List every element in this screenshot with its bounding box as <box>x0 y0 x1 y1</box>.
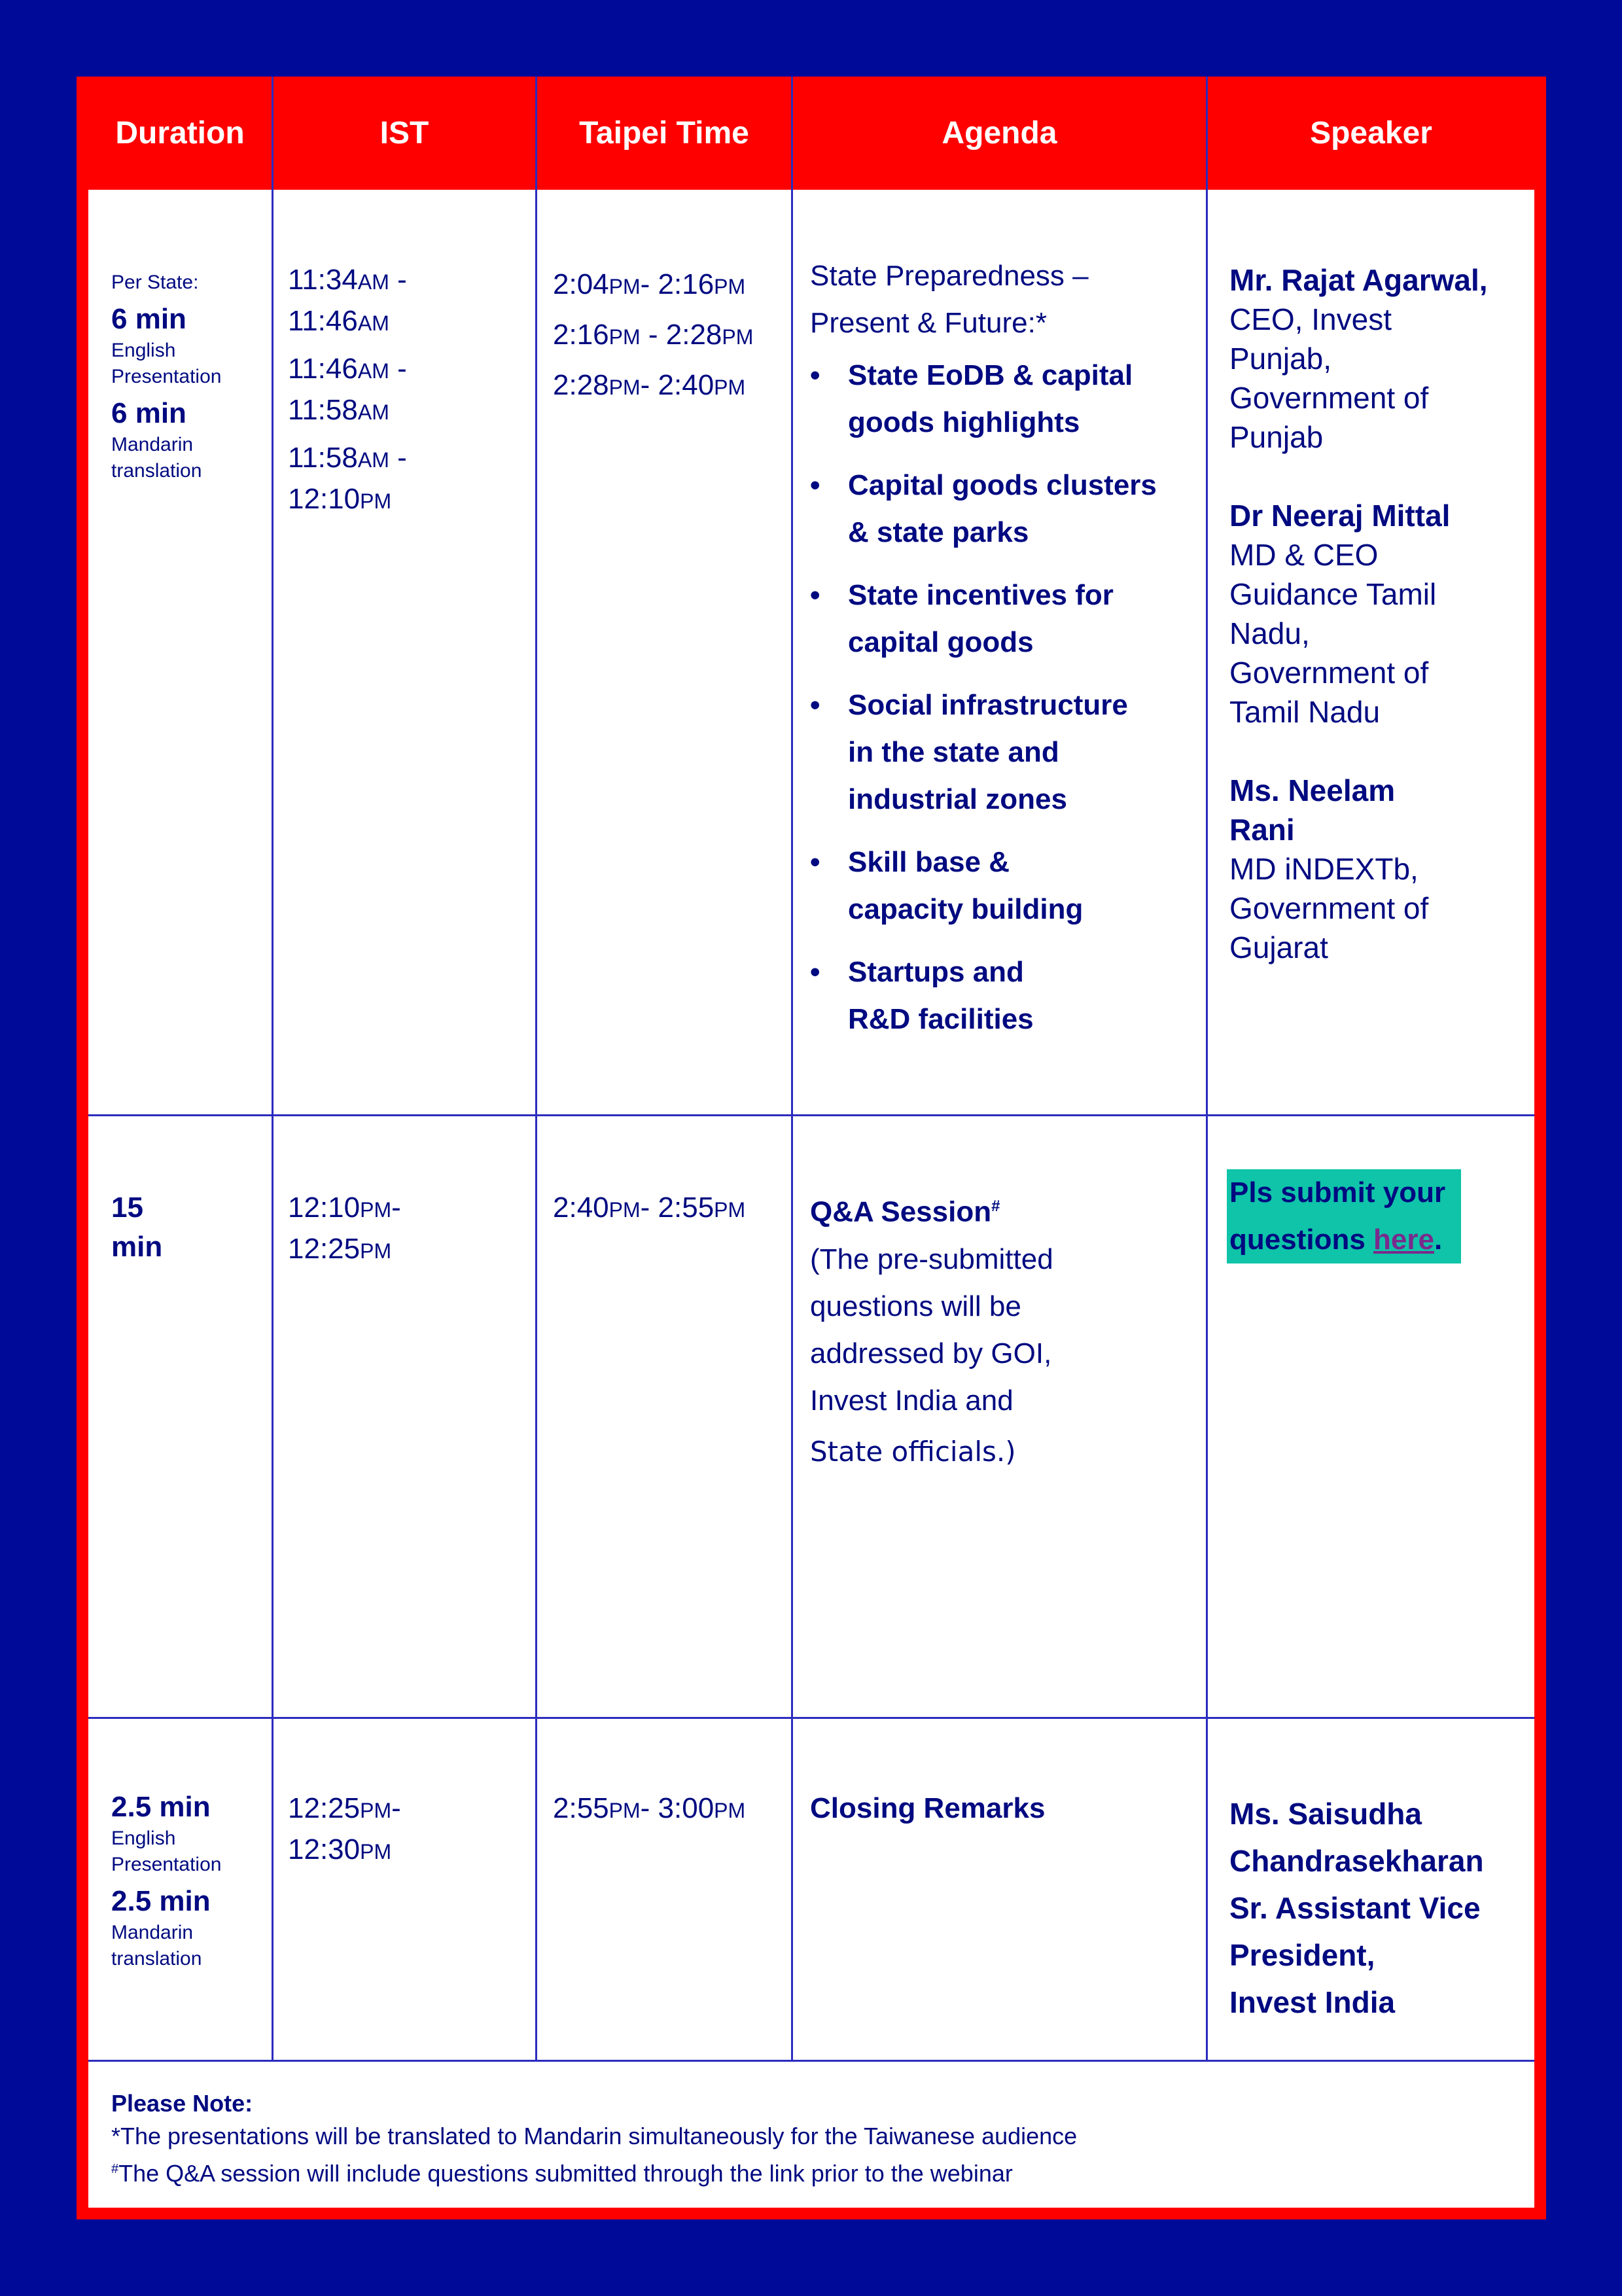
qa-description: questions will be <box>810 1290 1021 1322</box>
qa-description: State officials.) <box>810 1435 1016 1468</box>
row1-speaker-cell <box>1229 260 1488 967</box>
duration-desc: English <box>111 340 176 361</box>
speaker-role: MD iNDEXTb, <box>1229 852 1419 886</box>
duration-desc: Presentation <box>111 1854 222 1875</box>
speaker-role: Invest India <box>1229 1985 1396 2019</box>
ist-slot: 12:10PM- <box>288 1192 401 1224</box>
duration-desc: translation <box>111 460 202 482</box>
duration-desc: Mandarin <box>111 434 194 455</box>
row2-duration-cell <box>111 1188 162 1267</box>
speaker-name: Rani <box>1229 813 1295 847</box>
agenda-item: • Skill base & capacity building <box>848 839 1157 933</box>
duration-value: 6 min <box>111 397 186 429</box>
speaker-role: President, <box>1229 1938 1375 1972</box>
speaker-role: Guidance Tamil <box>1229 577 1437 611</box>
qa-description: (The pre-submitted <box>810 1243 1053 1275</box>
header-speaker: Speaker <box>1310 116 1432 150</box>
speaker-role: Government of <box>1229 891 1429 925</box>
duration-value: 6 min <box>111 303 186 335</box>
row1-ist-cell <box>288 260 407 521</box>
taipei-slot: 2:55PM- 3:00PM <box>553 1792 746 1824</box>
header-duration: Duration <box>115 116 245 150</box>
header-agenda: Agenda <box>942 116 1057 150</box>
speaker-name: Dr Neeraj Mittal <box>1229 499 1451 533</box>
speaker-role: MD & CEO <box>1229 538 1379 572</box>
duration-desc: Presentation <box>111 366 222 387</box>
ist-slot: 11:58AM - <box>288 442 407 474</box>
agenda-item: • State EoDB & capital goods highlights <box>848 352 1157 446</box>
speaker-role: Gujarat <box>1229 930 1328 964</box>
taipei-slot: 2:16PM - 2:28PM <box>553 319 754 351</box>
speaker-name: Chandrasekharan <box>1229 1844 1484 1878</box>
submit-prompt: questions here. <box>1229 1224 1443 1256</box>
note-line: #The Q&A session will include questions submitted through the link prior to the webinar <box>111 2160 1013 2187</box>
ist-slot: 12:25PM- <box>288 1792 401 1824</box>
speaker-role: Punjab <box>1229 420 1324 454</box>
speaker-name: Ms. Saisudha <box>1229 1797 1422 1831</box>
duration-value: 2.5 min <box>111 1791 211 1823</box>
column-divider <box>272 77 273 2061</box>
taipei-slot: 2:04PM- 2:16PM <box>553 268 746 300</box>
agenda-item: • State incentives for capital goods <box>848 572 1157 666</box>
ist-slot: 11:46AM - <box>288 353 407 385</box>
submit-questions-link[interactable]: here <box>1373 1224 1434 1256</box>
qa-description: addressed by GOI, <box>810 1337 1052 1369</box>
qa-session-title: Q&A Session# <box>810 1195 1000 1228</box>
submit-questions-box <box>1227 1169 1461 1263</box>
row1-duration-cell <box>111 270 221 484</box>
column-divider <box>1206 77 1208 2061</box>
submit-prompt: Pls submit your <box>1229 1176 1446 1209</box>
agenda-item: • Startups and R&D facilities <box>848 949 1157 1043</box>
speaker-name: Mr. Rajat Agarwal, <box>1229 263 1488 297</box>
ist-slot: 11:46AM <box>288 305 389 337</box>
notes-title: Please Note: <box>111 2090 253 2117</box>
duration-value: 2.5 min <box>111 1885 211 1917</box>
agenda-list <box>810 352 1157 1043</box>
note-line: *The presentations will be translated to Mandarin simultaneously for the Taiwanese audience <box>111 2123 1078 2149</box>
agenda-intro: Present & Future:* <box>810 307 1047 339</box>
row-divider <box>88 1717 1534 1719</box>
row3-ist-cell <box>288 1789 401 1871</box>
duration-value: min <box>111 1231 163 1263</box>
row1-agenda-cell <box>810 253 1157 1059</box>
duration-desc: Mandarin <box>111 1922 194 1943</box>
row2-agenda-cell <box>810 1183 1053 1475</box>
closing-remarks: Closing Remarks <box>810 1792 1046 1824</box>
row3-taipei-cell <box>553 1789 745 1830</box>
ist-slot: 12:10PM <box>288 483 392 515</box>
duration-desc: English <box>111 1828 176 1849</box>
row-divider <box>88 1114 1534 1116</box>
ist-slot: 12:30PM <box>288 1833 392 1865</box>
agenda-item: • Social infrastructure in the state and industrial zones <box>848 682 1157 823</box>
speaker-role: Tamil Nadu <box>1229 695 1381 729</box>
speaker-role: Punjab, <box>1229 342 1332 376</box>
header-ist: IST <box>379 116 429 150</box>
row1-taipei-cell <box>553 260 753 412</box>
speaker-role: Government of <box>1229 381 1429 415</box>
per-state-label: Per State: <box>111 272 199 293</box>
duration-desc: translation <box>111 1948 202 1969</box>
duration-value: 15 <box>111 1192 143 1224</box>
row2-taipei-cell <box>553 1188 745 1229</box>
taipei-slot: 2:40PM- 2:55PM <box>553 1192 746 1224</box>
ist-slot: 11:58AM <box>288 394 389 426</box>
column-divider <box>791 77 793 2061</box>
speaker-role: Sr. Assistant Vice <box>1229 1891 1481 1925</box>
agenda-intro: State Preparedness – <box>810 260 1089 292</box>
row2-ist-cell <box>288 1188 401 1271</box>
header-taipei-time: Taipei Time <box>579 116 749 150</box>
qa-description: Invest India and <box>810 1384 1014 1417</box>
speaker-role: CEO, Invest <box>1229 302 1392 336</box>
taipei-slot: 2:28PM- 2:40PM <box>553 369 746 401</box>
ist-slot: 11:34AM - <box>288 264 407 296</box>
notes-section <box>111 2087 1077 2190</box>
speaker-role: Government of <box>1229 656 1429 690</box>
row3-speaker-cell <box>1229 1790 1484 2026</box>
row-divider <box>88 2060 1534 2062</box>
speaker-name: Ms. Neelam <box>1229 773 1396 807</box>
row3-duration-cell <box>111 1789 221 1972</box>
ist-slot: 12:25PM <box>288 1233 392 1265</box>
agenda-item: • Capital goods clusters & state parks <box>848 462 1157 556</box>
speaker-role: Nadu, <box>1229 616 1310 650</box>
column-divider <box>535 77 537 2061</box>
